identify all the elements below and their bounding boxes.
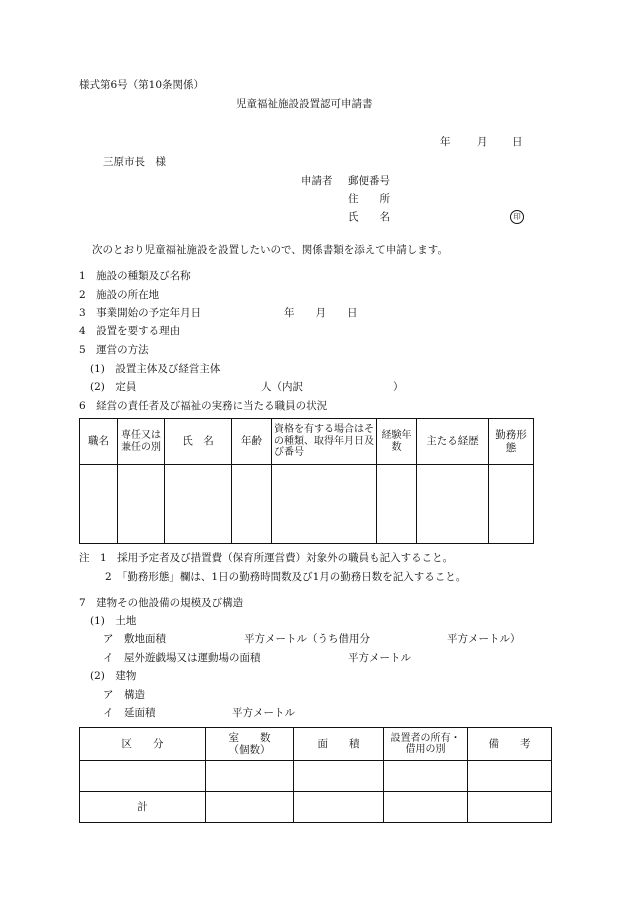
site-area-unit: 平方メートル（うち借用分 xyxy=(244,633,370,645)
building-table xyxy=(79,727,552,823)
staff-entry-row xyxy=(80,465,534,544)
staff-header-row xyxy=(80,419,534,465)
building-entry-row xyxy=(80,761,552,792)
col-main-career: 主たる経歴 xyxy=(417,419,489,465)
item-3-date: 年 月 日 xyxy=(284,307,358,319)
col-room-count xyxy=(206,728,294,761)
site-area-label: ア 敷地面積 xyxy=(103,633,166,645)
item-6: 6 経営の責任者及び福祉の実務に当たる職員の状況 xyxy=(79,400,328,412)
address-label: 住 所 xyxy=(348,193,390,205)
col-work-pattern: 勤務形態 xyxy=(489,419,534,465)
staff-table xyxy=(79,418,534,544)
seal-mark: 印 xyxy=(510,210,524,224)
col-category: 区 分 xyxy=(80,728,206,761)
recipient: 三原市長 様 xyxy=(103,156,166,168)
cell-remarks[interactable] xyxy=(468,761,552,792)
col-ownership: 設置者の所有・借用の別 xyxy=(384,728,468,761)
note-1: 注 1 採用予定者及び措置費（保育所運営費）対象外の職員も記入すること。 xyxy=(79,552,454,564)
item-7-building: (2) 建物 xyxy=(90,670,137,682)
name-label: 氏 名 xyxy=(348,211,390,223)
note-2: 2 「勤務形態」欄は、1日の勤務時間数及び1月の勤務日数を記入すること。 xyxy=(105,571,467,583)
room-count-sub: （個数） xyxy=(228,744,271,756)
item-5: 5 運営の方法 xyxy=(79,344,149,356)
cell-total-room-count[interactable] xyxy=(206,792,294,823)
applicant-label: 申請者 xyxy=(301,175,333,187)
date-year: 年 xyxy=(440,136,451,148)
outdoor-area-label: イ 屋外遊戯場又は運動場の面積 xyxy=(103,652,261,664)
item-5-2-people: 人（内訳 xyxy=(261,381,303,393)
structure-label: ア 構造 xyxy=(103,689,145,701)
cell-job-title[interactable] xyxy=(80,465,118,544)
cell-area[interactable] xyxy=(294,761,384,792)
col-fulltime-parttime: 専任又は兼任の別 xyxy=(118,419,165,465)
col-area: 面 積 xyxy=(294,728,384,761)
col-age: 年齢 xyxy=(232,419,272,465)
cell-experience-years[interactable] xyxy=(377,465,417,544)
item-3: 3 事業開始の予定年月日 xyxy=(79,307,202,319)
cell-qualification[interactable] xyxy=(272,465,377,544)
col-experience-years: 経験年数 xyxy=(377,419,417,465)
cell-fulltime-parttime[interactable] xyxy=(118,465,165,544)
building-total-row xyxy=(80,792,552,823)
floor-area-label: イ 延面積 xyxy=(103,707,156,719)
date-month: 月 xyxy=(477,136,488,148)
cell-age[interactable] xyxy=(232,465,272,544)
document-title: 児童福祉施設設置認可申請書 xyxy=(236,98,373,110)
col-job-title: 職名 xyxy=(80,419,118,465)
item-4: 4 設置を要する理由 xyxy=(79,325,181,337)
col-remarks: 備 考 xyxy=(468,728,552,761)
cell-total-area[interactable] xyxy=(294,792,384,823)
intro-text: 次のとおり児童福祉施設を設置したいので、関係書類を添えて申請します。 xyxy=(92,244,448,256)
item-5-2: (2) 定員 xyxy=(90,381,137,393)
cell-category[interactable] xyxy=(80,761,206,792)
cell-main-career[interactable] xyxy=(417,465,489,544)
date-day: 日 xyxy=(512,136,523,148)
cell-work-pattern[interactable] xyxy=(489,465,534,544)
borrowed-area-unit: 平方メートル） xyxy=(447,633,521,645)
form-number: 様式第6号（第10条関係） xyxy=(79,79,205,91)
item-7-land: (1) 土地 xyxy=(90,615,137,627)
col-name: 氏 名 xyxy=(165,419,232,465)
floor-area-unit: 平方メートル xyxy=(232,707,295,719)
cell-total-remarks[interactable] xyxy=(468,792,552,823)
cell-name[interactable] xyxy=(165,465,232,544)
item-1: 1 施設の種類及び名称 xyxy=(79,270,191,282)
total-label: 計 xyxy=(80,792,206,823)
cell-total-ownership[interactable] xyxy=(384,792,468,823)
item-5-2-close: ） xyxy=(393,381,404,393)
building-header-row xyxy=(80,728,552,761)
cell-ownership[interactable] xyxy=(384,761,468,792)
col-qualification: 資格を有する場合はその種類、取得年月日及び番号 xyxy=(272,419,377,465)
postal-code-label: 郵便番号 xyxy=(348,175,390,187)
cell-room-count[interactable] xyxy=(206,761,294,792)
item-2: 2 施設の所在地 xyxy=(79,289,160,301)
item-7: 7 建物その他設備の規模及び構造 xyxy=(79,597,244,609)
item-5-1: (1) 設置主体及び経営主体 xyxy=(90,363,221,375)
outdoor-area-unit: 平方メートル xyxy=(348,652,411,664)
room-count-label: 室 数 xyxy=(228,731,271,744)
